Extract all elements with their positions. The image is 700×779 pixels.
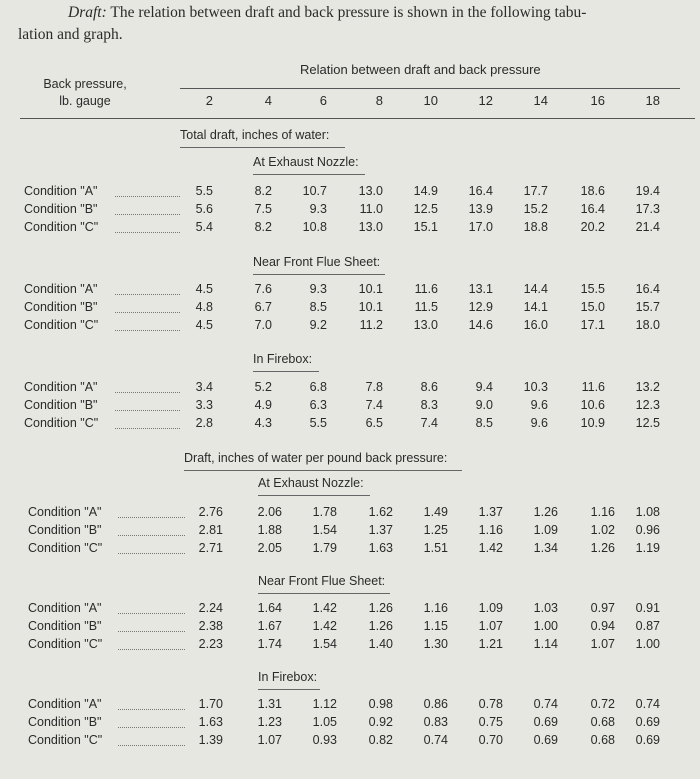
table-cell: 0.72 — [590, 697, 615, 711]
table-cell: 13.0 — [413, 318, 438, 332]
table-cell: 1.09 — [533, 523, 558, 537]
table-cell: 16.4 — [468, 184, 493, 198]
table-cell: 0.69 — [533, 733, 558, 747]
table-cell: 1.26 — [533, 505, 558, 519]
table-cell: 1.62 — [368, 505, 393, 519]
table-cell: 10.1 — [358, 282, 383, 296]
table-cell: 1.07 — [257, 733, 282, 747]
table-cell: 16.4 — [635, 282, 660, 296]
table-cell: 1.05 — [312, 715, 337, 729]
table-cell: 7.4 — [420, 416, 438, 430]
table-cell: 13.2 — [635, 380, 660, 394]
table-cell: 1.08 — [635, 505, 660, 519]
table-cell: 7.0 — [254, 318, 272, 332]
table-cell: 14.9 — [413, 184, 438, 198]
table-cell: 12.3 — [635, 398, 660, 412]
group-title: At Exhaust Nozzle: — [253, 155, 359, 169]
table-cell: 15.1 — [413, 220, 438, 234]
table-cell: 0.96 — [635, 523, 660, 537]
table-cell: 1.34 — [533, 541, 558, 555]
dot-leader — [115, 196, 180, 197]
row-label: Condition "C" — [28, 733, 103, 747]
table-cell: 11.6 — [581, 380, 605, 394]
table-cell: 1.64 — [257, 601, 282, 615]
back-pressure-header-line1: Back pressure, — [43, 77, 127, 91]
column-header: 4 — [264, 93, 272, 108]
table-cell: 10.9 — [580, 416, 605, 430]
column-header: 10 — [423, 93, 438, 108]
table-cell: 15.5 — [580, 282, 605, 296]
section-title: Draft, inches of water per pound back pressure: — [184, 451, 448, 465]
table-cell: 1.39 — [198, 733, 223, 747]
table-cell: 7.5 — [254, 202, 272, 216]
section-title-underline — [184, 470, 462, 471]
table-cell: 11.5 — [414, 300, 438, 314]
row-label: Condition "B" — [28, 523, 102, 537]
dot-leader — [118, 727, 185, 728]
dot-leader — [115, 392, 180, 393]
header-rule-bottom — [20, 118, 695, 119]
dot-leader — [118, 613, 185, 614]
table-cell: 0.68 — [590, 715, 615, 729]
intro-text-line1: The relation between draft and back pressure is shown in the following tabu- — [106, 4, 587, 21]
table-cell: 1.49 — [423, 505, 448, 519]
table-cell: 13.0 — [358, 220, 383, 234]
back-pressure-header-line2: lb. gauge — [59, 94, 111, 108]
table-cell: 1.63 — [198, 715, 223, 729]
table-cell: 6.3 — [309, 398, 327, 412]
table-cell: 18.8 — [523, 220, 548, 234]
table-cell: 4.5 — [195, 282, 213, 296]
table-cell: 0.69 — [635, 733, 660, 747]
table-cell: 2.05 — [257, 541, 282, 555]
table-cell: 4.5 — [195, 318, 213, 332]
table-cell: 9.3 — [309, 282, 327, 296]
table-cell: 1.16 — [423, 601, 448, 615]
table-cell: 1.78 — [312, 505, 337, 519]
table-cell: 2.23 — [198, 637, 223, 651]
table-cell: 4.8 — [195, 300, 213, 314]
table-cell: 3.3 — [195, 398, 213, 412]
group-title-underline — [253, 371, 319, 372]
table-cell: 5.2 — [254, 380, 272, 394]
table-cell: 19.4 — [635, 184, 660, 198]
table-cell: 1.25 — [423, 523, 448, 537]
table-cell: 17.7 — [523, 184, 548, 198]
table-cell: 14.4 — [523, 282, 548, 296]
table-cell: 0.78 — [478, 697, 503, 711]
dot-leader — [115, 232, 180, 233]
row-label: Condition "C" — [28, 541, 103, 555]
table-cell: 18.0 — [635, 318, 660, 332]
table-cell: 0.68 — [590, 733, 615, 747]
table-cell: 15.7 — [635, 300, 660, 314]
table-cell: 7.8 — [365, 380, 383, 394]
table-cell: 0.74 — [423, 733, 448, 747]
table-cell: 1.42 — [312, 619, 337, 633]
table-cell: 0.97 — [590, 601, 615, 615]
table-cell: 1.51 — [423, 541, 448, 555]
table-cell: 2.76 — [198, 505, 223, 519]
table-cell: 8.2 — [254, 220, 272, 234]
table-cell: 21.4 — [635, 220, 660, 234]
table-cell: 11.6 — [414, 282, 438, 296]
table-cell: 8.2 — [254, 184, 272, 198]
table-cell: 2.81 — [198, 523, 223, 537]
column-header: 18 — [645, 93, 660, 108]
row-label: Condition "A" — [28, 697, 102, 711]
table-cell: 0.83 — [423, 715, 448, 729]
dot-leader — [115, 330, 180, 331]
group-title-underline — [258, 495, 370, 496]
table-cell: 1.00 — [533, 619, 558, 633]
table-cell: 13.9 — [468, 202, 493, 216]
table-cell: 10.6 — [580, 398, 605, 412]
dot-leader — [118, 709, 185, 710]
row-label: Condition "A" — [24, 184, 98, 198]
table-cell: 17.0 — [468, 220, 493, 234]
row-label: Condition "B" — [28, 715, 102, 729]
table-cell: 15.2 — [523, 202, 548, 216]
table-cell: 1.19 — [635, 541, 660, 555]
section-title-underline — [180, 147, 345, 148]
table-cell: 1.26 — [368, 601, 393, 615]
table-cell: 0.75 — [478, 715, 503, 729]
table-cell: 2.24 — [198, 601, 223, 615]
table-cell: 5.5 — [309, 416, 327, 430]
table-cell: 10.3 — [523, 380, 548, 394]
dot-leader — [115, 294, 180, 295]
table-cell: 12.9 — [468, 300, 493, 314]
table-cell: 1.79 — [312, 541, 337, 555]
table-cell: 14.6 — [468, 318, 493, 332]
table-cell: 17.3 — [635, 202, 660, 216]
table-cell: 1.42 — [312, 601, 337, 615]
table-cell: 8.5 — [309, 300, 327, 314]
table-cell: 6.5 — [365, 416, 383, 430]
table-cell: 1.30 — [423, 637, 448, 651]
table-cell: 18.6 — [580, 184, 605, 198]
table-cell: 1.14 — [533, 637, 558, 651]
table-cell: 2.06 — [257, 505, 282, 519]
row-label: Condition "B" — [24, 202, 98, 216]
dot-leader — [115, 410, 180, 411]
table-cell: 1.12 — [312, 697, 337, 711]
table-cell: 16.0 — [523, 318, 548, 332]
table-cell: 0.86 — [423, 697, 448, 711]
table-cell: 12.5 — [635, 416, 660, 430]
row-label: Condition "C" — [24, 318, 99, 332]
table-title: Relation between draft and back pressure — [300, 62, 541, 77]
table-cell: 0.69 — [635, 715, 660, 729]
table-cell: 8.3 — [420, 398, 438, 412]
table-cell: 1.54 — [312, 637, 337, 651]
group-title-underline — [253, 274, 385, 275]
table-cell: 1.26 — [590, 541, 615, 555]
column-header: 12 — [478, 93, 493, 108]
section-title: Total draft, inches of water: — [180, 128, 330, 142]
table-cell: 1.23 — [257, 715, 282, 729]
dot-leader — [118, 553, 185, 554]
table-cell: 8.6 — [420, 380, 438, 394]
row-label: Condition "B" — [24, 398, 98, 412]
table-cell: 0.82 — [368, 733, 393, 747]
group-title: In Firebox: — [253, 352, 313, 366]
table-cell: 5.6 — [195, 202, 213, 216]
table-cell: 2.8 — [195, 416, 213, 430]
table-cell: 0.74 — [635, 697, 660, 711]
table-cell: 1.74 — [257, 637, 282, 651]
table-cell: 1.54 — [312, 523, 337, 537]
table-cell: 9.6 — [530, 398, 548, 412]
row-label: Condition "A" — [28, 601, 102, 615]
dot-leader — [118, 535, 185, 536]
row-label: Condition "C" — [28, 637, 103, 651]
dot-leader — [115, 428, 180, 429]
column-header: 8 — [375, 93, 383, 108]
table-cell: 0.93 — [312, 733, 337, 747]
table-cell: 14.1 — [523, 300, 548, 314]
table-cell: 4.9 — [254, 398, 272, 412]
group-title: Near Front Flue Sheet: — [253, 255, 381, 269]
table-cell: 2.71 — [198, 541, 223, 555]
table-cell: 12.5 — [413, 202, 438, 216]
table-cell: 1.37 — [478, 505, 503, 519]
table-cell: 17.1 — [580, 318, 605, 332]
table-cell: 0.92 — [368, 715, 393, 729]
column-header: 14 — [533, 93, 548, 108]
table-cell: 20.2 — [580, 220, 605, 234]
table-cell: 0.74 — [533, 697, 558, 711]
table-cell: 1.70 — [198, 697, 223, 711]
table-cell: 9.2 — [309, 318, 327, 332]
table-cell: 0.98 — [368, 697, 393, 711]
table-cell: 1.02 — [590, 523, 615, 537]
table-cell: 1.15 — [423, 619, 448, 633]
table-cell: 1.00 — [635, 637, 660, 651]
intro-paragraph — [18, 2, 688, 46]
table-cell: 1.67 — [257, 619, 282, 633]
table-cell: 2.38 — [198, 619, 223, 633]
group-title: Near Front Flue Sheet: — [258, 574, 386, 588]
dot-leader — [118, 745, 185, 746]
dot-leader — [115, 312, 180, 313]
table-cell: 10.7 — [302, 184, 327, 198]
table-cell: 10.8 — [302, 220, 327, 234]
table-cell: 10.1 — [358, 300, 383, 314]
back-pressure-header — [10, 76, 160, 110]
table-cell: 1.37 — [368, 523, 393, 537]
column-header: 16 — [590, 93, 605, 108]
table-cell: 7.4 — [365, 398, 383, 412]
column-header: 2 — [205, 93, 213, 108]
group-title: In Firebox: — [258, 670, 318, 684]
table-cell: 1.31 — [257, 697, 282, 711]
table-cell: 13.1 — [468, 282, 493, 296]
table-cell: 1.03 — [533, 601, 558, 615]
table-cell: 1.88 — [257, 523, 282, 537]
table-cell: 1.40 — [368, 637, 393, 651]
row-label: Condition "B" — [24, 300, 98, 314]
table-cell: 8.5 — [475, 416, 493, 430]
table-cell: 4.3 — [254, 416, 272, 430]
table-cell: 5.4 — [195, 220, 213, 234]
header-rule-top — [180, 88, 680, 89]
table-cell: 0.70 — [478, 733, 503, 747]
table-cell: 1.09 — [478, 601, 503, 615]
table-cell: 1.07 — [478, 619, 503, 633]
table-cell: 6.7 — [254, 300, 272, 314]
row-label: Condition "C" — [24, 220, 99, 234]
table-cell: 0.91 — [635, 601, 660, 615]
table-cell: 9.0 — [475, 398, 493, 412]
table-cell: 0.87 — [635, 619, 660, 633]
table-cell: 1.42 — [478, 541, 503, 555]
intro-lead: Draft: — [68, 4, 107, 21]
table-cell: 1.26 — [368, 619, 393, 633]
dot-leader — [118, 649, 185, 650]
intro-text-line2: lation and graph. — [18, 26, 123, 43]
dot-leader — [115, 214, 180, 215]
table-cell: 1.63 — [368, 541, 393, 555]
table-cell: 3.4 — [195, 380, 213, 394]
group-title-underline — [258, 689, 320, 690]
table-cell: 1.16 — [478, 523, 503, 537]
table-cell: 6.8 — [309, 380, 327, 394]
table-cell: 16.4 — [580, 202, 605, 216]
table-cell: 13.0 — [358, 184, 383, 198]
table-cell: 1.07 — [590, 637, 615, 651]
table-cell: 11.2 — [359, 318, 383, 332]
row-label: Condition "A" — [24, 282, 98, 296]
column-header: 6 — [319, 93, 327, 108]
row-label: Condition "B" — [28, 619, 102, 633]
group-title: At Exhaust Nozzle: — [258, 476, 364, 490]
dot-leader — [118, 631, 185, 632]
row-label: Condition "A" — [28, 505, 102, 519]
table-cell: 9.4 — [475, 380, 493, 394]
table-cell: 9.6 — [530, 416, 548, 430]
table-cell: 0.94 — [590, 619, 615, 633]
table-cell: 1.16 — [590, 505, 615, 519]
table-cell: 1.21 — [478, 637, 503, 651]
table-cell: 11.0 — [359, 202, 383, 216]
table-cell: 9.3 — [309, 202, 327, 216]
table-cell: 7.6 — [254, 282, 272, 296]
table-cell: 0.69 — [533, 715, 558, 729]
group-title-underline — [253, 174, 365, 175]
table-cell: 5.5 — [195, 184, 213, 198]
table-cell: 15.0 — [580, 300, 605, 314]
group-title-underline — [258, 593, 390, 594]
row-label: Condition "C" — [24, 416, 99, 430]
row-label: Condition "A" — [24, 380, 98, 394]
dot-leader — [118, 517, 185, 518]
